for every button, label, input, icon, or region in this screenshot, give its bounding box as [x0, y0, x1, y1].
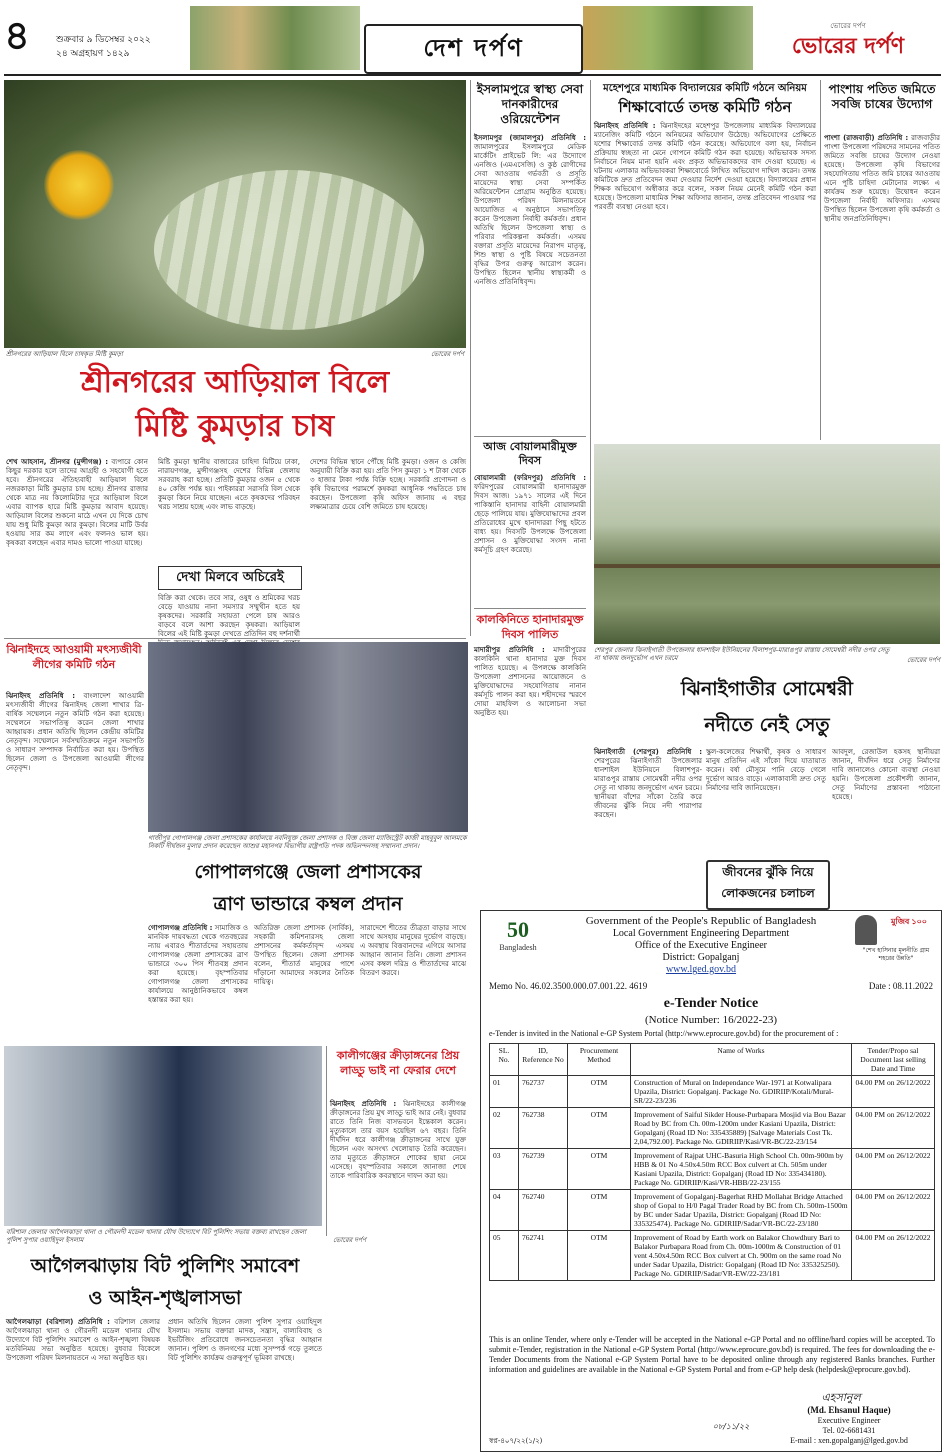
kaliganj-byline: ঝিনাইদহ প্রতিনিধি : [330, 1100, 397, 1108]
lead-column-1 [6, 458, 148, 628]
pumpkin-flower-icon [44, 150, 114, 220]
signer-tel: Tel. 02-6681431 [822, 1426, 876, 1435]
signer-title: Executive Engineer [817, 1416, 881, 1425]
kaliganj-text: ঝিনাইদহের কালীগঞ্জ ক্রীড়াঙ্গনের প্রিয় মুখ লাড্ডু ভাই আর নেই। বুধবার রাতে তিনি নিজ বাসভবনে ইন্তেকাল করেন। মৃত্যুকালে তার বয়স হয়েছিল ৬৭ বছর। তিনি দীর্ঘদিন ধরে কালীগঞ্জ ক্রীড়াঙ্গনের সাথে যুক্ত ছিলেন এবং অসংখ্য খেলোয়াড় তৈরি করেছেন। তার মৃত্যুতে ক্রীড়াঙ্গনে শোকের ছায়া নেমে এসেছে। বৃহস্পতিবার সকালে জানাজা শেষে তাকে পারিবারিক কবরস্থানে দাফন করা হয়। [330, 1100, 467, 1180]
memo-number: Memo No. 46.02.3500.000.07.001.22. 4619 [489, 981, 648, 991]
board-byline: ঝিনাইদহ প্রতিনিধি : [594, 122, 656, 130]
board-headline-small: মহেশপুরে মাধ্যমিক বিদ্যালয়ের কমিটি গঠনে অনিয়ম [603, 83, 807, 94]
jhenaigati-col1-text: শেরপুরের ঝিনাইগাতী উপজেলার ধানশাইল ইউনিয়নে বিলাশপুর-মারাঙপুর রাস্তায় সোমেশ্বরী নদীর ওপর সেতু না থাকায় জনদুর্ভোগ এখন চরমে। স্থানীয়রা বাঁশের সাঁকো তৈরি করে জীবনের ঝুঁকি নিয়ে নদী পারাপার করছেন। [594, 757, 702, 819]
pangsha-text: রাজবাড়ীর পাংশা উপজেলা পরিষদের সামনের পতিত জমিতে সবজি চাষের উদ্যোগ নেওয়া হয়েছে। উপজেলা কৃষি বিভাগের সহযোগিতায় পতিত জমি চাষের আওতায় এনে পুষ্টি চাহিদা মেটানোর লক্ষ্যে এ কার্যক্রম শুরু হয়েছে। উদ্বোধন করেন উপজেলা নির্বাহী অফিসার। এসময় উপস্থিত ছিলেন উপজেলা কৃষি কর্মকর্তা ও স্থানীয় জনপ্রতিনিধিবৃন্দ। [824, 134, 940, 223]
row-date: 04.00 PM on 26/12/2022 [852, 1231, 935, 1281]
gopalganj-byline: গোপালগঞ্জ প্রতিনিধি : [148, 924, 213, 932]
row-id: 762739 [519, 1149, 568, 1190]
table-row [490, 1231, 935, 1281]
awami-byline: ঝিনাইদহ প্রতিনিধি : [6, 692, 76, 700]
lead-column-3: দেশের বিভিন্ন স্থানে পৌঁছে মিষ্টি কুমড়া। ওজন ও কেজি অনুযায়ী বিক্রি করা হয়। প্রতি পিস কুমড়া ১ শ টাকা থেকে ৩ হাজার টাকা পর্যন্ত বিক্রি হচ্ছে। সরকারি প্রণোদনা ও কৃষি বিভাগের পরামর্শে কৃষকরা আধুনিক পদ্ধতিতে চাষ করছেন। উপজেলা কৃষি অফিস জানায় এ বছর লক্ষ্যমাত্রার চেয়ে বেশি জমিতে চাষ হয়েছে। [310, 458, 466, 511]
col-divider-2 [590, 80, 591, 540]
kaliganj-body [330, 1100, 466, 1440]
jhenaigati-headline-line2: নদীতে নেই সেতু [704, 714, 830, 736]
header-sl: SL. No. [490, 1044, 519, 1076]
header-method: Procurement Method [568, 1044, 631, 1076]
gopalganj-photo-caption: গাজীপুর গোপালগঞ্জ জেলা প্রশাসকের কার্যালয়ে নবনিযুক্ত জেলা প্রশাসক ও বিজ্ঞ জেলা ম্যাজিস্ট্রেট কাজী মাহবুবুল আলমকে নিকটি দীর্ঘজন মুলার প্রদান করেছেন আশুর মহানগর বিভাগীয় রাষ্ট্রপতি পদক অভিনন্দনসহ সম্মাননা প্রদান। [148, 834, 467, 850]
tender-intro: e-Tender is invited in the National e-GP System Portal (http://www.eprocure.gov.bd) for the procurement of : [489, 1029, 839, 1038]
lead-col1-text: ব্যপারে কোন কিছুর দরকার হলে তাদের আগ্রহী ও সহযোগী হতে হবে। শ্রীনগরের ঐতিহ্যবাহী আড়িয়াল বিলে নজরকাড়া মিষ্টি কুমড়ার চাষ হচ্ছে। শ্রীনগর রাজার থেকে মাত্র নয় কিলোমিটার দূরে আড়িয়াল বিলে এবার ব্যাপক হারে মিষ্টি কুমড়ার আবাদ হয়েছে। আড়িয়াল বিলের শুকনো মাঠে এখন যে দিকে চোখ যায় শুধু মিষ্টি কুমড়া আর কুমড়া। বিলের মাটি উর্বর হওয়ায় সার কম লাগে এবং ফলনও ভাল হয়। কৃষকরা বলছেন এবার দামও ভালো পাওয়া যাচ্ছে। [6, 458, 148, 547]
row-sl: 04 [490, 1190, 519, 1231]
boalmari-rule [474, 608, 586, 609]
gov-line1: Government of the People's Republic of Bangladesh [585, 915, 817, 927]
islampur-rule [474, 436, 586, 437]
masthead-rule [4, 74, 941, 76]
row-date: 04.00 PM on 26/12/2022 [852, 1108, 935, 1149]
pangsha-headline: পাংশায় পতিত জমিতে সবজি চাষের উদ্যোগ [828, 82, 936, 111]
jhenaigati-inset-box [706, 860, 830, 910]
row-date: 04.00 PM on 26/12/2022 [852, 1149, 935, 1190]
tender-table-header [490, 1044, 935, 1076]
gopalganj-column-2: অতিরিক্ত জেলা প্রশাসক (সার্বিক), সহকারী কমিশনারসহ জেলা প্রশাসনের কর্মকর্তাবৃন্দ এসময় উপস্থিত ছিলেন। জেলা প্রশাসক বলেন, শীতার্ত মানুষের পাশে দাঁড়ানো আমাদের সকলের নৈতিক দায়িত্ব। [254, 924, 354, 986]
signer-email: E-mail : xen.gopalganj@lged.gov.bd [790, 1436, 908, 1445]
tender-ad [480, 910, 942, 1452]
memo-date: Date : 08.11.2022 [868, 981, 933, 991]
website-link[interactable]: www.lged.gov.bd [665, 964, 737, 975]
row-works: Improvement of Rajpat UHC-Basuria High School Ch. 00m-900m by HBB & 01 No 4.50x4.50m RCC Box culvert at Ch. 505m under Kasiani Upazila, District: Gopalganj (Road ID No: 335434180). Package No. GDIRIIP/Kasi/VR-HBB/22-23/155 [631, 1149, 852, 1190]
bridge-photo-caption: শেরপুর জেলার ঝিনাইগাতী উপজেলার ধানশাইল ইউনিয়নের বিলাশপুর-মারাঙপুর রাস্তায় সোমেশ্বরী নদীর ওপর সেতু না থাকায় জনদুর্ভোগ এখন চরমে [594, 646, 890, 662]
lead-column-lower: বিক্রি করা থেকে। তবে সার, ওষুধ ও শ্রমিকের খরচ বেড়ে যাওয়ায় নানা সমস্যার সম্মুখীন হতে হয় কৃষকদের। সরকারি সহায়তা পেলে চাষ আরও বাড়বে বলে আশা করছেন কৃষকরা। আড়িয়াল বিলের এই মিষ্টি কুমড়া দেখতে প্রতিদিন বহু দর্শনার্থী [158, 594, 300, 638]
awami-rule [4, 638, 466, 639]
islampur-headline: ইসলামপুরে স্বাস্থ্য সেবা দানকারীদের ওরিয়েন্টেশন [476, 82, 584, 126]
issue-date-line2: ২৪ অগ্রহায়ণ ১৪২৯ [56, 49, 130, 59]
tender-footer-note: This is an online Tender, where only e-Tender will be accepted in the National e-GP Portal and no offline/hard copies will be accepted. To submit e-Tender, registration in the National e-GP System Portal (http://www.eprocure.gov.bd) is required. The fees for downloading the e-Tender Documents from the National e-GP System Portal have to be deposited online through any registered Banks branches. Further information and guidelines are available in the National e-GP System Portal and from e-GP help desk (helpdesk@eprocure.gov.bd). [489, 1335, 935, 1374]
awami-text: বাংলাদেশ আওয়ামী মৎস্যজীবী লীগের ঝিনাইদহ জেলা শাখার ত্রি-বার্ষিক সম্মেলনে নতুন কমিটি গঠন করা হয়েছে। সম্মেলনে সভাপতিত্ব করেন জেলা শাখার আহ্বায়ক। প্রধান অতিথি ছিলেন কেন্দ্রীয় কমিটির নেতৃবৃন্দ। সম্মেলনে সর্বসম্মতিক্রমে নতুন সভাপতি ও সাধারণ সম্পাদক নির্বাচিত করা হয়। উপস্থিত ছিলেন জেলা ও উপজেলা আওয়ামী লীগের নেতৃবৃন্দ। [6, 692, 144, 772]
masthead-photo-strip [190, 6, 360, 70]
police-photo-caption: বরিশাল জেলার আগৈলঝাড়া থানা ও গৌরনদী মডেল থানার যৌথ উদ্যোগে বিট পুলিশিং সভায় বক্তব্য রাখছেন জেলা পুলিশ সুপার ওয়াহিদুল ইসলাম [6, 1228, 306, 1244]
masthead [0, 0, 945, 76]
row-sl: 01 [490, 1076, 519, 1108]
row-date: 04.00 PM on 26/12/2022 [852, 1190, 935, 1231]
gov-line3: Office of the Executive Engineer [635, 940, 767, 951]
row-sl: 05 [490, 1231, 519, 1281]
lead-column-2: মিষ্টি কুমড়া স্থানীয় বাজারের চাহিদা মিটিয়ে ঢাকা, নারায়ণগঞ্জ, মুন্সীগঞ্জসহ দেশের বিভিন্ন জেলায় সরবরাহ করা হচ্ছে। প্রতিটি কুমড়ার ওজন ৫ থেকে ৪০ কেজি পর্যন্ত হয়। পাইকাররা সরাসরি বিল থেকে কুমড়া কিনে নিয়ে যাচ্ছেন। এতে কৃষকদের পরিবহন খরচ সাশ্রয় হচ্ছে এবং লাভ বাড়ছে। [158, 458, 300, 511]
jhenaigati-byline: ঝিনাইগাতী (শেরপুর) প্রতিনিধি : [594, 748, 702, 756]
jhenaigati-headline-line1: ঝিনাইগাতীর সোমেশ্বরী [681, 678, 853, 700]
agailjhara-headline-line2: ও আইন-শৃঙ্খলাসভা [88, 1287, 242, 1309]
agailjhara-column-2: প্রধান অতিথি ছিলেন জেলা পুলিশ সুপার ওয়াহিদুল ইসলাম। সভায় বক্তারা মাদক, সন্ত্রাস, বাল্যবিবাহ ও ইভটিজিং প্রতিরোধে জনসচেতনতা বৃদ্ধির আহ্বান জানান। পুলিশ ও জনগণের মধ্যে সুসম্পর্ক গড়ে তুলতে বিট পুলিশিং কার্যক্রম গুরুত্বপূর্ণ ভূমিকা রাখছে। [168, 1318, 322, 1362]
board-text: ঝিনাইদহের মহেশপুর উপজেলায় মাধ্যমিক বিদ্যালয়ের ম্যানেজিং কমিটি গঠনে অনিয়মের অভিযোগ উঠেছে। অভিযোগের প্রেক্ষিতে যশোর শিক্ষাবোর্ড তদন্ত কমিটি গঠন করেছে। অভিযোগে বলা হয়, নির্বাচন প্রক্রিয়ায় স্বচ্ছতা না মেনে গোপনে কমিটি গঠন করা হয়েছে। অভিভাবক সদস্য নির্বাচনে নিয়ম মানা হয়নি এবং প্রকৃত অভিভাবকদের বাদ দেওয়া হয়েছে। এ ঘটনায় এলাকার অভিভাবকরা শিক্ষাবোর্ডে লিখিত অভিযোগ দাখিল করেন। তদন্ত কমিটিকে দ্রুত প্রতিবেদন জমা দেওয়ার নির্দেশ দেওয়া হয়েছে। বিদ্যালয়ের প্রধান শিক্ষক অভিযোগ অস্বীকার করে বলেন, সকল নিয়ম মেনেই কমিটি গঠন করা হয়েছে। উপজেলা মাধ্যমিক শিক্ষা অফিসার জানান, তদন্ত প্রতিবেদন পাওয়ার পর পরবর্তী ব্যবস্থা নেওয়া হবে। [594, 122, 817, 211]
islampur-text: জামালপুরের ইসলামপুরে মেডিক মার্কেটিং প্রাইভেট লি: এর উদ্যোগে এনজিও (এমএসেজি) ও কুষ্ঠ রোগীদের সেবা আওতায় গর্ভবতী ও প্রসূতি মায়েদের স্বাস্থ্য সেবা সম্পর্কিত অরিয়েন্টেশন প্রোগ্রাম অনুষ্ঠিত হয়েছে। উপজেলা পরিষদ মিলনায়তনে আয়োজিত এ অনুষ্ঠানে সভাপতিত্ব করেন উপজেলা নির্বাহী কর্মকর্তা। প্রধান অতিথি ছিলেন উপজেলা স্বাস্থ্য ও পরিবার পরিকল্পনা কর্মকর্তা। এসময় বক্তারা প্রসূতি মায়েদের নিরাপদ মাতৃত্ব, শিশু স্বাস্থ্য ও পুষ্টি বিষয়ে সচেতনতা বৃদ্ধির উপর গুরুত্ব আরোপ করেন। উপস্থিত ছিলেন স্থানীয় স্বাস্থ্যকর্মী ও এনজিও প্রতিনিধিবৃন্দ। [474, 143, 586, 286]
agailjhara-headline-line1: আগৈলঝাড়ায় বিট পুলিশিং সমাবেশ [30, 1255, 300, 1277]
islampur-body [474, 134, 586, 434]
pumpkin-photo [4, 80, 466, 348]
notice-number: (Notice Number: 16/2022-23) [645, 1014, 777, 1026]
jhenaigati-column-3: আবদুল, রেজাউল হকসহ স্থানীয়রা জানান, দীর্ঘদিন ধরে সেতু নির্মাণের দাবি জানালেও কোনো ব্যবস্থা নেওয়া হয়নি। উপজেলা প্রকৌশলী জানান, সেতু নির্মাণের প্রস্তাবনা পাঠানো হয়েছে। [832, 748, 940, 801]
boalmari-headline: আজ বোয়ালমারীমুক্ত দিবস [483, 440, 577, 467]
page-number: ৪ [4, 13, 30, 59]
kalkini-text: মাদারীপুরের কালকিনি থানা হানাদার মুক্ত দিবস পালিত হয়েছে। এ উপলক্ষে কালকিনি উপজেলা প্রশাসনের আয়োজনে ও মুক্তিযোদ্ধাদের সহযোগিতায় নানান কর্মসূচি পালন করা হয়। শহীদদের স্মরণে দোয়া মাহফিল ও আলোচনা সভা অনুষ্ঠিত হয়। [474, 646, 586, 717]
row-works: Construction of Mural on Independance War-1971 at Kotwalipara Upazila, District: Gopalganj. Package No. GDIRIIP/Kotali/Mural-SR/22-23/236 [631, 1076, 852, 1108]
agailjhara-byline: আগৈলঝাড়া (বরিশাল) প্রতিনিধি : [6, 1318, 110, 1326]
row-id: 762737 [519, 1076, 568, 1108]
row-method: OTM [568, 1149, 631, 1190]
agailjhara-column-1 [6, 1318, 160, 1450]
badge-quote: "শেখ হাসিনার মূলনীতি গ্রাম শহরের উন্নতি" [862, 947, 930, 962]
kalkini-headline: কালকিনিতে হানাদারমুক্ত দিবস পালিত [476, 613, 584, 641]
header-id: ID, Reference No [519, 1044, 568, 1076]
header-date: Tender/Propo sal Document last selling Date and Time [852, 1044, 935, 1076]
paper-logo [758, 20, 938, 70]
police-photo-credit: ভোরের দর্পণ [333, 1236, 366, 1244]
masthead-photo-strip-right [583, 6, 753, 70]
paper-tagline: ভোরের দর্পণ [830, 22, 866, 30]
bamboo-bridge-icon [594, 564, 940, 568]
row-id: 762741 [519, 1231, 568, 1281]
pangsha-body [824, 134, 940, 436]
kalkini-body [474, 646, 586, 806]
table-row [490, 1149, 935, 1190]
row-works: Improvement of Saiful Sikder House-Purbapara Mosjid via Bou Bazar Road by BC from Ch. 00m-1200m under Kasiani Upazila, District: Gopalganj (Road ID No: 335435889) [Salvage Materials Cost Tk. 2,04,792.00]. Package No. GDIRIIP/Kasi/VR-BC/22-23/154 [631, 1108, 852, 1149]
row-sl: 02 [490, 1108, 519, 1149]
gopalganj-col1-text: সামাজিক ও মানবিক দায়বদ্ধতা থেকে গতবছরের ন্যায় এবারও শীতার্তদের সহায়তায় গোপালগঞ্জ জেলা প্রশাসকের ত্রাণ ভান্ডারে ৩০০ পিস শীতবস্ত্র প্রদান করা হয়েছে। বৃহস্পতিবার গোপালগঞ্জ জেলা প্রশাসকের কার্যালয়ে আনুষ্ঠানিকভাবে কম্বল হস্তান্তর করা হয়। [148, 924, 248, 1004]
awami-headline: ঝিনাইদহে আওয়ামী মৎস্যজীবী লীগের কমিটি গঠন [6, 643, 142, 671]
gopalganj-photo [148, 642, 468, 832]
signature: এহসানুল [821, 1391, 861, 1404]
jhenaigati-column-2: স্কুল-কলেজের শিক্ষার্থী, কৃষক ও সাধারণ মানুষ প্রতিদিন এই সাঁকো দিয়ে যাতায়াত করেন। বর্ষা মৌসুমে পানি বেড়ে গেলে দুর্ভোগ আরও বাড়ে। এলাকাবাসী দ্রুত সেতু নির্মাণের দাবি জানিয়েছেন। [706, 748, 826, 792]
tender-title: e-Tender Notice [663, 996, 759, 1011]
kalkini-byline: মাদারীপুর প্রতিনিধি : [474, 646, 545, 654]
table-row [490, 1108, 935, 1149]
row-id: 762740 [519, 1190, 568, 1231]
pangsha-byline: পাংশা (রাজবাড়ী) প্রতিনিধি : [824, 134, 909, 142]
kaliganj-divider [326, 1046, 327, 1236]
boalmari-byline: বোয়ালমারী (ফরিদপুর) প্রতিনিধি : [474, 474, 586, 482]
row-method: OTM [568, 1231, 631, 1281]
dfp-code: স্বপ্ন-৪০৭/২২(১/২) [489, 1437, 543, 1445]
small-signature: ০৮/১১/২২ [712, 1422, 750, 1431]
row-method: OTM [568, 1190, 631, 1231]
gov-line4: District: Gopalganj [662, 952, 740, 963]
gopalganj-column-3: সারাদেশে শীতের তীব্রতা বাড়ার সাথে সাথে অসহায় মানুষের দুর্ভোগ বাড়ছে। এ অবস্থায় বিত্তবানদের এগিয়ে আসার আহ্বান জানান তিনি। জেলা প্রশাসন এসব কম্বল দরিদ্র ও শীতার্তদের মাঝে বিতরণ করবে। [360, 924, 466, 977]
mujib-badge [855, 915, 937, 965]
bridge-photo [594, 444, 940, 644]
col-divider-3 [820, 80, 821, 440]
gopalganj-column-1 [148, 924, 248, 1042]
board-body [594, 122, 816, 440]
gopalganj-headline-line2: ত্রাণ ভান্ডারে কম্বল প্রদান [213, 893, 403, 915]
awami-body [6, 692, 144, 1032]
logo-text: Bangladesh [499, 943, 537, 952]
lead-subheading: দেখা মিলবে অচিরেই [176, 570, 284, 585]
header-works: Name of Works [631, 1044, 852, 1076]
islampur-byline: ইসলামপুর (জামালপুর) প্রতিনিধি : [474, 134, 586, 142]
gopalganj-headline-line1: গোপালগঞ্জে জেলা প্রশাসকের [194, 861, 422, 883]
police-photo [4, 1046, 322, 1226]
logo-number: 50 [507, 917, 529, 942]
signer-name: (Md. Ehsanul Haque) [807, 1405, 891, 1415]
table-row [490, 1076, 935, 1108]
agailjhara-col1-text: বরিশাল জেলার আগৈলঝাড়া থানা ও গৌরনদী মডেল থানার যৌথ উদ্যোগে বিট পুলিশিং সমাবেশ ও আইন-শৃঙ্খলা বিষয়ক মতবিনিময় সভা অনুষ্ঠিত হয়েছে। বুধবার বিকেলে উপজেলা পরিষদ মিলনায়তনে এ সভা অনুষ্ঠিত হয়। [6, 1318, 160, 1362]
tender-table [489, 1043, 935, 1281]
lead-headline-line1: শ্রীনগরের আড়িয়াল বিলে [80, 365, 390, 400]
lead-photo-credit: ভোরের দর্পণ [431, 350, 464, 358]
bangladesh-50-logo [489, 917, 547, 961]
section-title: দেশ দর্পণ [423, 34, 524, 62]
pumpkin-icon [154, 170, 424, 330]
lead-byline: শেখ আহসান, শ্রীনগর (মুন্সীগঞ্জ) : [6, 458, 109, 466]
bridge-photo-credit: ভোরের দর্পণ [907, 656, 940, 664]
issue-date-line1: শুক্রবার ৯ ডিসেম্বর ২০২২ [56, 35, 151, 45]
row-sl: 03 [490, 1149, 519, 1190]
jhenaigati-inset-line2: লোকজনের চলাচল [721, 886, 815, 900]
boalmari-body [474, 474, 586, 604]
row-id: 762738 [519, 1108, 568, 1149]
mujib-portrait-icon [855, 915, 877, 945]
mujib-badge-label: মুজিব ১০০ [891, 917, 927, 926]
col-divider-1 [470, 80, 471, 636]
board-headline: শিক্ষাবোর্ডে তদন্ত কমিটি গঠন [618, 98, 792, 116]
row-method: OTM [568, 1108, 631, 1149]
row-works: Improvement of Road by Earth work on Balakor Chowdhury Bari to Balakor Purbapara Road from Ch. 00m-1000m & Construction of 01 vent 4.50x4.50m RCC Box culvert at Ch. 900m on the same road No under Sadar Upazila, District: Gopalganj (Road ID No: 335325250). Package No. GDIRIIP/Sadar/VR-EW/22-23/181 [631, 1231, 852, 1281]
lead-subhead-box [158, 566, 302, 590]
row-date: 04.00 PM on 26/12/2022 [852, 1076, 935, 1108]
row-method: OTM [568, 1076, 631, 1108]
jhenaigati-column-1 [594, 748, 702, 868]
kaliganj-headline: কালীগঞ্জের ক্রীড়াঙ্গনের প্রিয় লাড্ডু ভাই না ফেরার দেশে [336, 1049, 460, 1077]
table-row [490, 1190, 935, 1231]
lead-photo-caption: শ্রীনগরের আড়িয়াল বিলে চাষকৃত মিষ্টি কুমড়া [6, 350, 123, 358]
row-works: Improvement of Gopalganj-Bagerhat RHD Mollahat Bridge Attached shop of Gopal to H/0 Pagal Trader Road by BC from Ch. 500m-1500m by BC under Sadar Upazila, District: Gopalganj (Road ID No: 335325474). Package No. GDIRIIP/Sadar/VR-BC/22-23/180 [631, 1190, 852, 1231]
section-title-box [364, 24, 583, 74]
boalmari-text: ফরিদপুরের বোয়ালমারী হানাদারমুক্ত দিবস আজ। ১৯৭১ সালের এই দিনে পাকিস্তানি হানাদার বাহিনী বোয়ালমারী ছেড়ে পালিয়ে যায়। মুক্তিযোদ্ধাদের প্রবল প্রতিরোধের মুখে হানাদাররা পিছু হটতে বাধ্য হয়। দিবসটি উপলক্ষে উপজেলা প্রশাসন ও মুক্তিযোদ্ধা সংসদ নানা কর্মসূচি গ্রহণ করেছে। [474, 483, 586, 554]
lead-headline-line2: মিষ্টি কুমড়ার চাষ [135, 409, 335, 444]
gov-line2: Local Government Engineering Department [612, 928, 790, 939]
paper-name: ভোরের দর্পণ [791, 34, 905, 59]
jhenaigati-inset-line1: জীবনের ঝুঁকি নিয়ে [722, 865, 814, 879]
